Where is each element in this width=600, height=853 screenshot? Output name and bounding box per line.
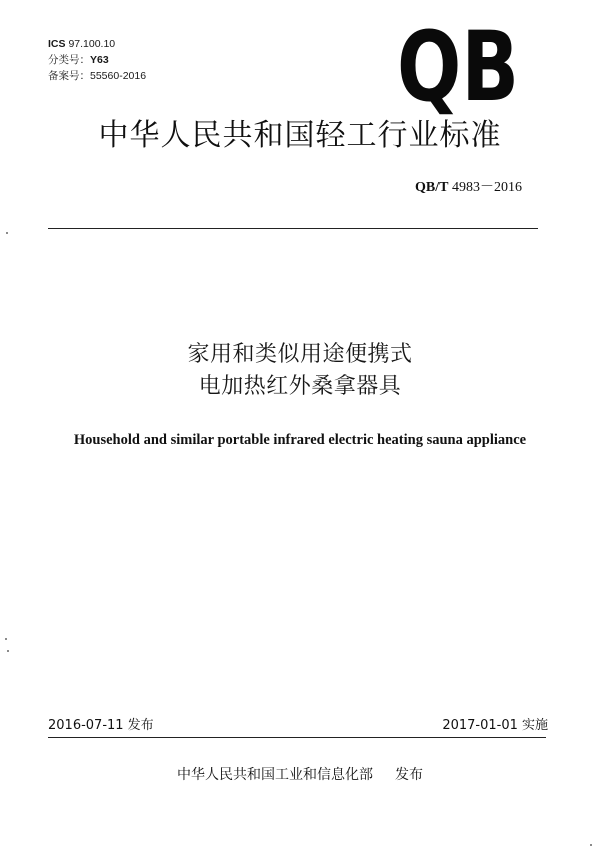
standard-number-value: 4983－2016 <box>452 180 522 195</box>
document-title-english: Household and similar portable infrared electric heating sauna appliance <box>73 432 527 448</box>
scan-speck <box>7 650 9 652</box>
footer-divider <box>48 737 546 738</box>
standard-number <box>415 176 522 196</box>
document-title-line1: 家用和类似用途便携式 <box>187 342 413 367</box>
record-value: 55560-2016 <box>90 70 147 82</box>
issue-word: 发布 <box>395 767 423 783</box>
classification-line <box>48 54 109 67</box>
issuer-line <box>0 764 600 784</box>
classification-value: Y63 <box>90 54 109 66</box>
ics-value: 97.100.10 <box>68 38 116 50</box>
publish-date: 2016-07-11 发布 <box>48 718 154 733</box>
scan-speck <box>6 232 8 234</box>
qb-logo-text: QB <box>397 11 519 123</box>
record-line <box>48 70 146 83</box>
header-divider <box>48 228 538 229</box>
standard-code: QB/T <box>415 180 449 195</box>
record-label: 备案号： <box>48 70 90 82</box>
ics-line <box>48 38 115 51</box>
scan-speck <box>590 844 592 846</box>
implement-date: 2017-01-01 实施 <box>442 718 548 733</box>
classification-label: 分类号： <box>48 54 90 66</box>
qb-logo <box>396 11 520 123</box>
issuer-name: 中华人民共和国工业和信息化部 <box>177 767 373 783</box>
standard-category-title: 中华人民共和国轻工行业标准 <box>98 118 502 153</box>
ics-label: ICS <box>48 38 66 50</box>
document-title-line2: 电加热红外桑拿器具 <box>198 374 402 399</box>
scan-speck <box>5 638 7 640</box>
